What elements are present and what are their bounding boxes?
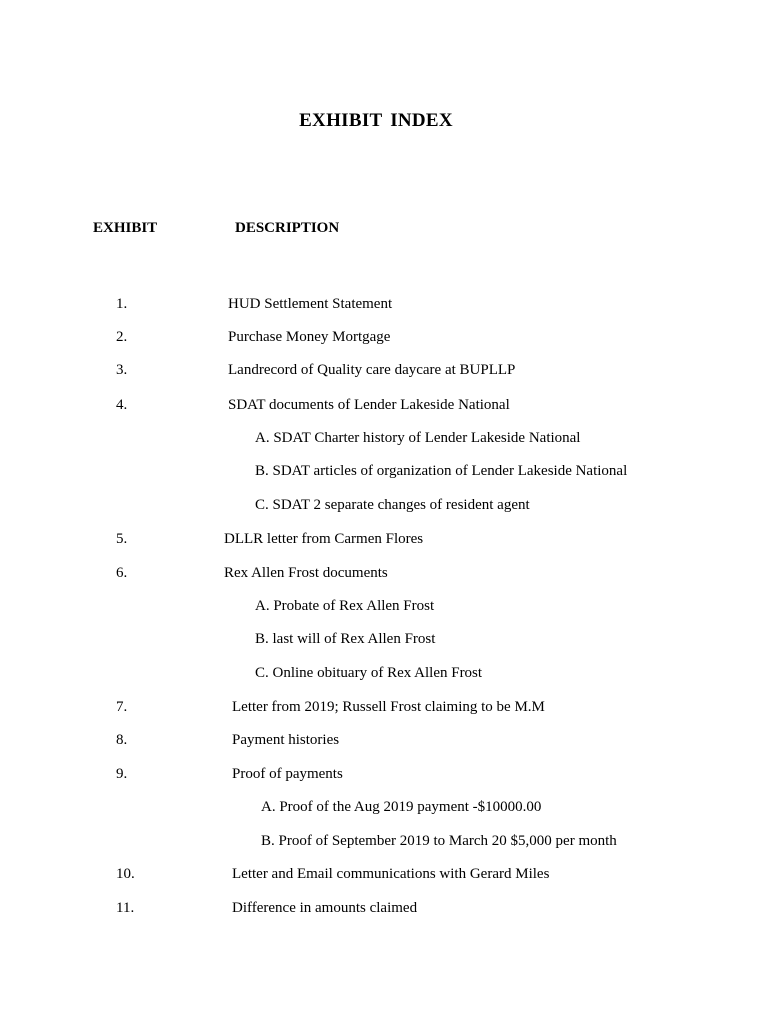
exhibit-subitem: B. SDAT articles of organization of Lender Lakeside National: [255, 463, 628, 479]
exhibit-description: Payment histories: [232, 732, 340, 748]
exhibit-description: DLLR letter from Carmen Flores: [224, 531, 424, 547]
exhibit-number: 9.: [116, 766, 128, 782]
exhibit-number: 1.: [116, 296, 128, 312]
exhibit-number: 6.: [116, 565, 128, 581]
exhibit-subitem: A. Proof of the Aug 2019 payment -$10000.00: [261, 799, 542, 815]
exhibit-number: 3.: [116, 362, 128, 378]
exhibit-description: Difference in amounts claimed: [232, 900, 418, 916]
exhibit-description: Proof of payments: [232, 766, 343, 782]
exhibit-number: 2.: [116, 329, 128, 345]
exhibit-number: 5.: [116, 531, 128, 547]
exhibit-description: Rex Allen Frost documents: [224, 565, 388, 581]
exhibit-subitem: C. SDAT 2 separate changes of resident agent: [255, 497, 530, 513]
exhibit-description: Landrecord of Quality care daycare at BUPLLP: [228, 362, 516, 378]
exhibit-description: Letter from 2019; Russell Frost claiming to be M.M: [232, 699, 545, 715]
page-title: EXHIBIT INDEX: [299, 110, 453, 131]
exhibit-description: SDAT documents of Lender Lakeside National: [228, 397, 510, 413]
exhibit-subitem: B. last will of Rex Allen Frost: [255, 631, 436, 647]
exhibit-description: HUD Settlement Statement: [228, 296, 393, 312]
column-header-description: DESCRIPTION: [235, 220, 340, 236]
exhibit-description: Purchase Money Mortgage: [228, 329, 391, 345]
column-header-exhibit: EXHIBIT: [93, 220, 158, 236]
exhibit-subitem: B. Proof of September 2019 to March 20 $5,000 per month: [261, 833, 617, 849]
exhibit-number: 4.: [116, 397, 128, 413]
exhibit-subitem: A. Probate of Rex Allen Frost: [255, 598, 435, 614]
exhibit-number: 10.: [116, 866, 135, 882]
exhibit-description: Letter and Email communications with Gerard Miles: [232, 866, 550, 882]
exhibit-number: 8.: [116, 732, 128, 748]
exhibit-subitem: A. SDAT Charter history of Lender Lakeside National: [255, 430, 581, 446]
exhibit-subitem: C. Online obituary of Rex Allen Frost: [255, 665, 483, 681]
exhibit-number: 7.: [116, 699, 128, 715]
exhibit-number: 11.: [116, 900, 135, 916]
